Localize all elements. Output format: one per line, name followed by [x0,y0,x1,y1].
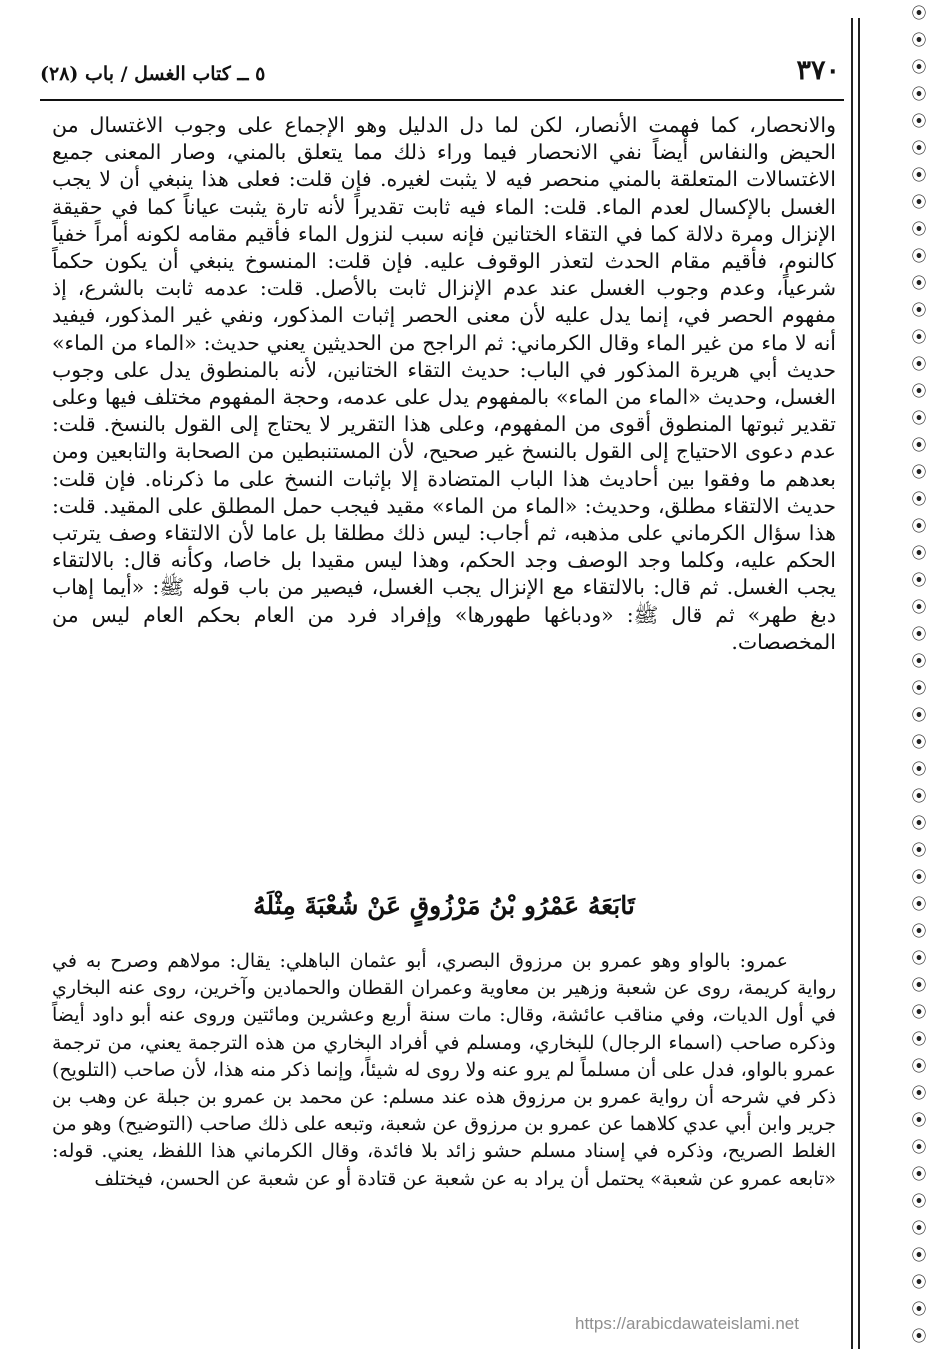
ornament-icon: ⦿ [911,571,927,589]
ornament-icon: ⦿ [911,1111,927,1129]
commentary-paragraph: والانحصار، كما فهمت الأنصار، لكن لما دل الدليل وهو الإجماع على وجوب الاغتسال من الحيض والنفاس أيضاً نفي الانحصار فيما وراء ذلك مما يتعلق بالمني، وصار المعنى جميع الاغتسالات المتعلقة بالمني منحصر فيه لا يثبت لغيره. فإن قلت: فعلى هذا ينبغي أن لا يجب الغسل بالإكسال لعدم الماء. قلت: الماء فيه ثابت تقديراً لأنه تارة يثبت عياناً كما في حقيقة الإنزال ومرة دلالة كما في التقاء الختانين فإنه سبب لنزول الماء فأقيم مقامه لكونه أمراً خفياً كالنوم، فأقيم مقام الحدث لتعذر الوقوف عليه. فإن قلت: المنسوخ ينبغي أن يكون حكماً شرعياً، وعدم وجوب الغسل عند عدم الإنزال ثابت بالأصل. قلت: عدمه ثابت بالشرع، إذ مفهوم الحصر في، إنما يدل عليه لأن معنى الحصر إثبات المذكور، ونفي غير المذكور، فيفيد أنه لا ماء من غير الماء وقال الكرماني: ثم الراجح من الحديثين يعني حديث: «الماء من الماء» حديث أبي هريرة المذكور في الباب: حديث التقاء الختانين، لأنه بالمنطوق يدل على وجوب الغسل، وحديث «الماء من الماء» بالمفهوم يدل على عدمه، وحجة المفهوم مختلف فيها وعلى تقدير ثبوتها المنطوق أقوى من المفهوم، وعلى هذا التقرير لا يحتاج إلى القول بالنسخ. قلت: عدم دعوى الاحتياج إلى القول بالنسخ غير صحيح، لأن المستنبطين من الصحابة والتابعين ومن بعدهم ما وفقوا بين أحاديث هذا الباب المتضادة إلا بإثبات النسخ على ما ذكرناه. فإن قلت: حديث الالتقاء مطلق، وحديث: «الماء من الماء» مقيد فيجب حمل المطلق على المقيد. قلت: هذا سؤال الكرماني على مذهبه، ثم أجاب: ليس ذلك مطلقا بل عاما لأن الالتقاء وصف يترتب الحكم عليه، وكلما وجد الوصف وجد الحكم، وهذا ليس مقيدا بل خاصا، وكأنه قال: بالالتقاء يجب الغسل. ثم قال: بالالتقاء مع الإنزال يجب الغسل، فيصير من باب قوله ﷺ: «أيما إهاب دبغ طهر» ثم قال ﷺ: «ودباغها طهورها» وإفراد فرد من العام بحكم العام ليس من المخصصات. [52,113,836,654]
ornament-icon: ⦿ [911,1327,927,1345]
ornament-icon: ⦿ [911,706,927,724]
ornament-icon: ⦿ [911,4,927,22]
ornament-icon: ⦿ [911,1003,927,1021]
ornament-icon: ⦿ [911,787,927,805]
ornament-icon: ⦿ [911,949,927,967]
chapter-heading: تَابَعَهُ عَمْرُو بْنُ مَرْزُوقٍ عَنْ شُعْبَةَ مِثْلَهُ [253,891,635,920]
ornament-icon: ⦿ [911,220,927,238]
ornament-icon: ⦿ [911,733,927,751]
commentary-text-2 [52,948,836,1193]
ornament-icon: ⦿ [911,328,927,346]
ornament-icon: ⦿ [911,247,927,265]
ornament-icon: ⦿ [911,625,927,643]
ornament-icon: ⦿ [911,409,927,427]
ornament-icon: ⦿ [911,355,927,373]
page-header [40,55,840,103]
ornament-icon: ⦿ [911,58,927,76]
ornament-icon: ⦿ [911,1057,927,1075]
header-rule [40,99,844,101]
ornament-icon: ⦿ [911,544,927,562]
running-head: ٥ ــ كتاب الغسل / باب (٢٨) [40,63,266,85]
ornament-icon: ⦿ [911,679,927,697]
ornament-icon: ⦿ [911,1138,927,1156]
ornament-icon: ⦿ [911,1192,927,1210]
ornamental-margin [904,0,934,1361]
ornament-icon: ⦿ [911,652,927,670]
ornament-icon: ⦿ [911,895,927,913]
page-border-inner [851,18,853,1349]
ornament-icon: ⦿ [911,85,927,103]
ornament-icon: ⦿ [911,1165,927,1183]
ornament-icon: ⦿ [911,1030,927,1048]
ornament-icon: ⦿ [911,274,927,292]
ornament-icon: ⦿ [911,1084,927,1102]
ornament-icon: ⦿ [911,1300,927,1318]
ornament-icon: ⦿ [911,922,927,940]
ornament-icon: ⦿ [911,166,927,184]
ornament-icon: ⦿ [911,112,927,130]
ornament-icon: ⦿ [911,868,927,886]
ornament-icon: ⦿ [911,301,927,319]
watermark: https://arabicdawateislami.net [575,1314,799,1333]
ornament-icon: ⦿ [911,517,927,535]
ornament-icon: ⦿ [911,841,927,859]
commentary-paragraph-2: عمرو: بالواو وهو عمرو بن مرزوق البصري، أبو عثمان الباهلي: يقال: مولاهم وصرح به في رواية كريمة، روى عن شعبة وزهير بن معاوية وعمران القطان والحمادين وآخرين، روى عنه البخاري في أول الديات، وفي مناقب عائشة، وقال: مات سنة أربع وعشرين ومائتين وروى عنه أبو داود أيضاً وذكره صاحب (اسماء الرجال) للبخاري، ومسلم في أفراد البخاري من هذه الترجمة يعني، من ترجمة عمرو بالواو، فدل على أن مسلماً لم يرو عنه ولا روى له شيئاً، وإنما ذكر منه هذا، لأن صاحب (التلويح) ذكر في شرحه أن رواية عمرو بن مرزوق هذه عند مسلم: عن محمد بن عمرو بن جبلة عن وهب بن جرير وابن أبي عدي كلاهما عن عمرو بن مرزوق عن شعبة، وتبعه على ذلك صاحب (التوضيح) وهو من الغلط الصريح، وذكره في إسناد مسلم حشو زائد بلا فائدة، وقال الكرماني هذا اللفظ، يعني. قوله: «تابعه عمرو عن شعبة» يحتمل أن يراد به عن شعبة عن قتادة أو عن شعبة عن الحسن، فيختلف [52,950,836,1190]
page-number: ٣٧٠ [796,55,840,86]
ornament-icon: ⦿ [911,1273,927,1291]
ornament-icon: ⦿ [911,1246,927,1264]
page-border-outer [858,18,860,1349]
ornament-icon: ⦿ [911,436,927,454]
ornament-icon: ⦿ [911,1219,927,1237]
ornament-icon: ⦿ [911,490,927,508]
ornament-icon: ⦿ [911,760,927,778]
commentary-text [52,112,836,656]
ornament-icon: ⦿ [911,31,927,49]
ornament-icon: ⦿ [911,814,927,832]
ornament-icon: ⦿ [911,976,927,994]
ornament-icon: ⦿ [911,139,927,157]
ornament-icon: ⦿ [911,463,927,481]
ornament-icon: ⦿ [911,598,927,616]
ornament-icon: ⦿ [911,193,927,211]
ornament-icon: ⦿ [911,382,927,400]
